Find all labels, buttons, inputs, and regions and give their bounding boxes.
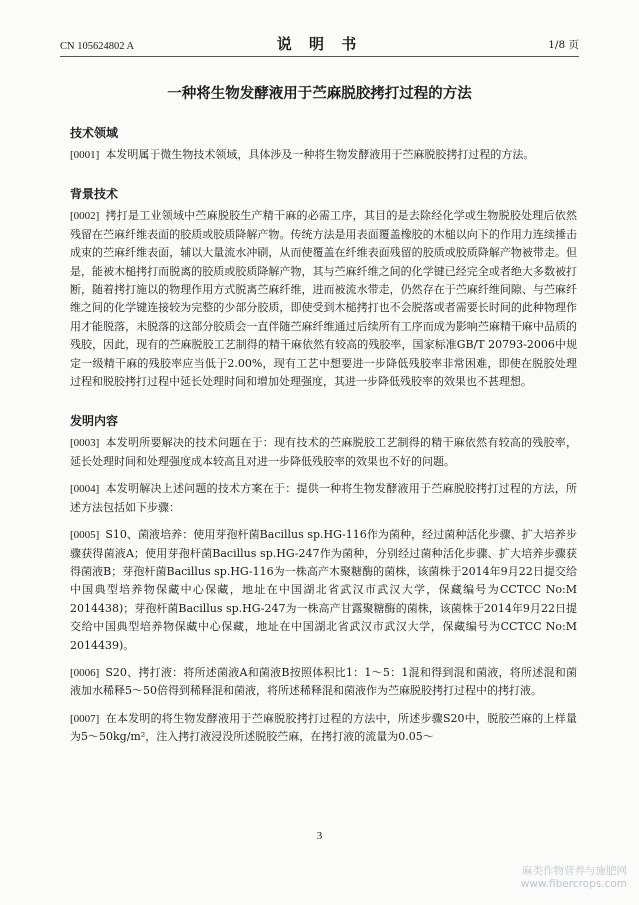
paragraph-text: 本发明所要解决的技术问题在于：现有技术的苎麻脱胶工艺制得的精干麻依然有较高的残胶率，延长处理时间和处理强度成本较高且对进一步降低残胶率的效果也不好的问题。	[70, 436, 577, 468]
watermark	[487, 865, 627, 891]
paragraph-number: [0007]	[70, 712, 100, 725]
watermark-name: 麻类作物营养与施肥网	[522, 865, 627, 877]
page-info: 1/8 页	[548, 39, 579, 51]
paragraph-number: [0002]	[70, 210, 100, 223]
paragraph-number: [0006]	[70, 666, 100, 679]
paragraph-0006	[70, 664, 577, 701]
paragraph-0002	[70, 207, 577, 391]
paragraph-0001	[70, 146, 577, 164]
section-heading-summary: 发明内容	[70, 414, 119, 429]
paragraph-0007	[70, 710, 577, 747]
paragraph-0004	[70, 480, 577, 517]
paragraph-text: 在本发明的将生物发酵液用于苎麻脱胶拷打过程的方法中，所述步骤S20中，脱胶苎麻的上样量为5～50kg/m²，注入拷打液浸没所述脱胶苎麻，在拷打液的流量为0.05～	[70, 711, 577, 744]
section-heading-background: 背景技术	[70, 187, 119, 202]
paragraph-text: S20、拷打液：将所述菌液A和菌液B按照体积比1：1～5：1混和得到混和菌液，将所述混和菌液加水稀释5～50倍得到稀释混和菌液，将所述稀释混和菌液作为苎麻脱胶拷打过程中的拷打液。	[70, 665, 577, 698]
paragraph-number: [0005]	[70, 529, 100, 542]
document-body	[70, 124, 577, 756]
paragraph-text: 拷打是工业领域中苎麻脱胶生产精干麻的必需工序，其目的是去除经化学或生物脱胶处理后依然残留在苎麻纤维表面的胶质或胶质降解产物。传统方法是用表面覆盖橡胶的木槌以向下的作用力连续捶击成束的苎麻纤维表面，辅以大量流水冲刷，从而使覆盖在纤维表面残留的胶质或胶质降解产物被带走。但是，能被木槌拷打而脱离的胶质或胶质降解产物，其与苎麻纤维之间的化学键已经完全或者绝大多数被打断，随着拷打施以的物理作用方式脱离苎麻纤维，进而被流水带走，仍然存在于苎麻纤维间隙、与苎麻纤维之间的化学键连接较为完整的少部分胶质，即使受到木槌拷打也不会脱落或者需要长时间的此种物理作用才能脱落，未脱落的这部分胶质会一直伴随苎麻纤维通过后续所有工序而成为影响苎麻精干麻中品质的残胶，因此，现有的苎麻脱胶工艺制得的精干麻依然有较高的残胶率，国家标准GB/T 20793-2006中规定一级精干麻的残胶率应当低于2.00%，现有工艺中想要进一步降低残胶率非常困难，即使在脱胶处理过程和脱胶拷打过程中延长处理时间和增加处理强度，其进一步降低残胶率的效果也不甚理想。	[70, 209, 577, 389]
patent-number: CN 105624802 A	[60, 41, 135, 52]
patent-title: 一种将生物发酵液用于苎麻脱胶拷打过程的方法	[167, 86, 472, 102]
paragraph-number: [0004]	[70, 483, 100, 496]
paragraph-text: 本发明属于微生物技术领域，具体涉及一种将生物发酵液用于苎麻脱胶拷打过程的方法。	[105, 148, 535, 161]
paragraph-0003	[70, 434, 577, 471]
paragraph-number: [0001]	[70, 149, 100, 161]
paragraph-text: S10、菌液培养：使用芽孢杆菌Bacillus sp.HG-116作为菌种，经过菌种活化步骤、扩大培养步骤获得菌液A；使用芽孢杆菌Bacillus sp.HG-247作为菌种，分别经过菌种活化步骤、扩大培养步骤获得菌液B；芽孢杆菌Bacillus sp.HG-116为一株高产木聚糖酶的菌株，该菌株于2014年9月22日提交给中国典型培养物保藏中心保藏，地址在中国湖北省武汉市武汉大学，保藏编号为CCTCC No:M 2014438)；芽孢杆菌Bacillus sp.HG-247为一株高产甘露聚糖酶的菌株，该菌株于2014年9月22日提交给中国典型培养物保藏中心保藏，地址在中国湖北省武汉市武汉大学，保藏编号为CCTCC No:M 2014439)。	[70, 528, 577, 652]
page-number: 3	[316, 830, 323, 842]
watermark-url: www.fibercrops.com	[520, 878, 627, 890]
document-type: 说 明 书	[276, 35, 363, 53]
section-heading-tech-field: 技术领域	[70, 126, 119, 140]
paragraph-0005	[70, 526, 577, 655]
page-header	[60, 34, 579, 57]
paragraph-number: [0003]	[70, 437, 100, 450]
paragraph-text: 本发明解决上述问题的技术方案在于：提供一种将生物发酵液用于苎麻脱胶拷打过程的方法，所述方法包括如下步骤：	[70, 482, 577, 514]
